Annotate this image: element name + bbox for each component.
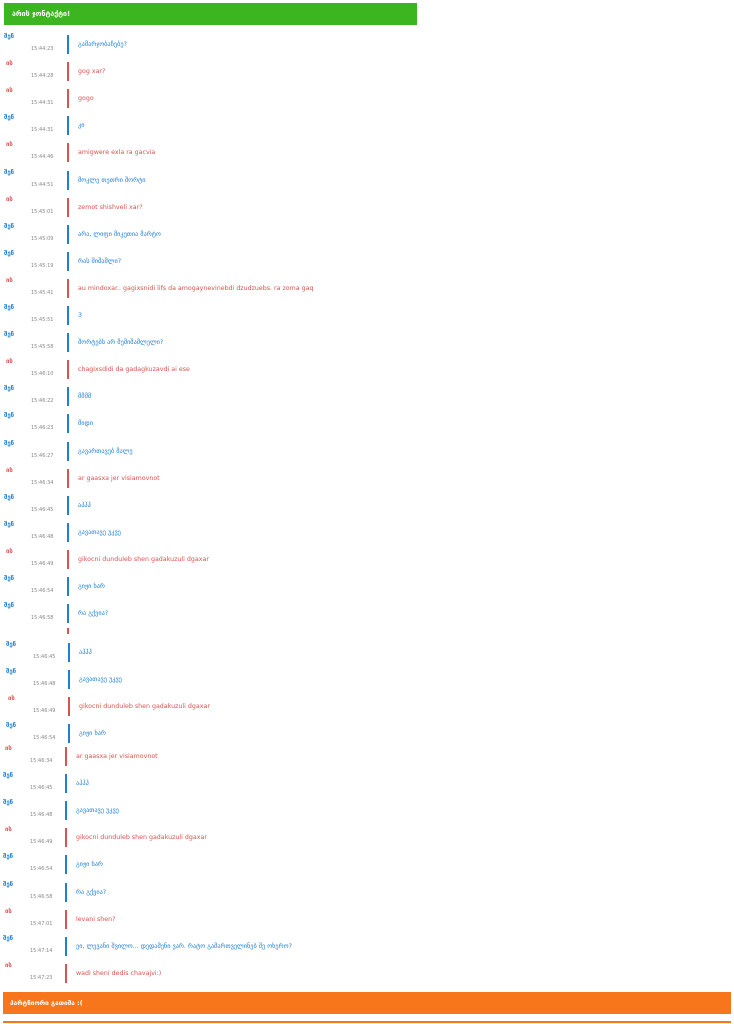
chat-message-row bbox=[0, 111, 734, 138]
sender-color-bar bbox=[67, 442, 69, 461]
sender-label: შენ bbox=[4, 249, 15, 257]
sender-color-bar bbox=[68, 643, 70, 662]
sender-label: ის bbox=[6, 358, 13, 366]
sender-color-bar bbox=[67, 252, 69, 271]
message-timestamp: 15:46:54 bbox=[30, 866, 53, 873]
message-text: აჰჰჰ bbox=[78, 501, 91, 509]
sender-label: შენ bbox=[4, 114, 15, 122]
chat-message-row bbox=[0, 518, 734, 545]
sender-label: ის bbox=[6, 195, 13, 203]
sender-color-bar bbox=[67, 387, 69, 406]
sender-color-bar bbox=[67, 225, 69, 244]
chat-message-row bbox=[0, 545, 734, 572]
message-timestamp: 15:44:28 bbox=[31, 73, 54, 80]
sender-color-bar bbox=[67, 604, 69, 623]
sender-label: ის bbox=[5, 745, 12, 752]
message-text: gikocni dunduleb shen gadakuzuli dgaxar bbox=[79, 703, 210, 711]
chat-message-row bbox=[0, 823, 734, 850]
message-timestamp: 15:46:54 bbox=[31, 588, 54, 594]
chat-message-row bbox=[0, 769, 734, 796]
chat-message-row bbox=[0, 491, 734, 518]
chat-message-row bbox=[0, 905, 734, 932]
chat-message-row bbox=[0, 247, 734, 274]
message-timestamp: 15:44:46 bbox=[31, 154, 54, 161]
sender-color-bar bbox=[67, 577, 69, 596]
sender-color-bar bbox=[65, 883, 67, 902]
message-timestamp: 15:46:58 bbox=[31, 615, 54, 622]
sender-color-bar bbox=[68, 697, 70, 716]
chat-message-row bbox=[0, 57, 734, 84]
sender-color-bar bbox=[67, 143, 69, 162]
sender-label: ის bbox=[8, 695, 15, 703]
sender-label: ის bbox=[6, 60, 13, 68]
message-timestamp: 15:46:48 bbox=[30, 812, 53, 819]
sender-color-bar bbox=[65, 910, 67, 929]
message-timestamp: 15:46:48 bbox=[33, 681, 56, 688]
message-timestamp: 15:45:01 bbox=[31, 208, 54, 215]
message-text: au mindoxar.. gagixsnidi lifs da amogaynevinebdi dzudzuebs. ra zoma gaq bbox=[78, 284, 314, 292]
chat-message-row bbox=[0, 328, 734, 355]
message-timestamp: 15:46:49 bbox=[30, 839, 53, 846]
sender-color-bar bbox=[67, 469, 69, 488]
message-text: მოკლე თეთრი შორტი bbox=[78, 176, 146, 184]
chat-message-row bbox=[0, 878, 734, 905]
sender-label: შენ bbox=[4, 304, 15, 311]
sender-label: ის bbox=[5, 907, 12, 915]
chat-message-row bbox=[0, 850, 734, 877]
message-timestamp: 15:46:49 bbox=[31, 560, 54, 567]
message-text: გიჟი ხარ bbox=[76, 861, 103, 869]
sender-label: შენ bbox=[4, 493, 15, 501]
sender-color-bar bbox=[67, 360, 69, 379]
sender-label: შენ bbox=[4, 33, 15, 40]
message-text: gog xar? bbox=[78, 68, 106, 76]
message-text: გიჟი ხარ bbox=[79, 730, 106, 738]
chat-message-row bbox=[0, 959, 734, 986]
message-text: არა, ლიფი მიკეთია მარტო bbox=[78, 230, 161, 238]
message-timestamp: 15:46:54 bbox=[33, 735, 56, 742]
sender-label: შენ bbox=[3, 772, 14, 780]
message-timestamp: 15:46:34 bbox=[31, 479, 54, 486]
message-text: შორტებს არ მეშიშამლელი? bbox=[78, 339, 164, 347]
message-timestamp: 15:45:19 bbox=[31, 262, 54, 269]
status-header bbox=[4, 3, 417, 25]
chat-message-row bbox=[0, 599, 734, 626]
sender-color-bar bbox=[67, 171, 69, 190]
sender-label: შენ bbox=[4, 520, 15, 528]
message-text: რას შიშამლი? bbox=[78, 257, 122, 265]
sender-color-bar bbox=[67, 496, 69, 515]
message-timestamp: 15:46:58 bbox=[30, 893, 53, 900]
sender-color-bar bbox=[67, 279, 69, 298]
sender-label: შენ bbox=[4, 602, 15, 610]
message-timestamp: 15:46:48 bbox=[31, 533, 54, 540]
message-timestamp: 15:47:14 bbox=[30, 947, 53, 954]
message-timestamp: 15:45:09 bbox=[31, 235, 54, 242]
sender-label: შენ bbox=[4, 575, 15, 582]
segment-divider bbox=[67, 628, 69, 634]
sender-color-bar bbox=[68, 670, 70, 689]
message-timestamp: 15:46:34 bbox=[30, 758, 53, 764]
message-text: აჰჰჰ bbox=[76, 780, 89, 788]
message-text: zemot shishveli xar? bbox=[78, 203, 143, 211]
sender-color-bar bbox=[65, 747, 67, 766]
message-timestamp: 15:45:51 bbox=[31, 317, 54, 323]
sender-label: შენ bbox=[3, 880, 14, 888]
sender-color-bar bbox=[67, 89, 69, 108]
message-timestamp: 15:47:23 bbox=[30, 974, 53, 981]
chat-message-row bbox=[0, 166, 734, 193]
message-timestamp: 15:46:45 bbox=[33, 654, 56, 660]
message-timestamp: 15:46:22 bbox=[31, 398, 54, 405]
message-text: გიჟი ხარ bbox=[78, 583, 105, 590]
footer-divider bbox=[3, 1021, 731, 1023]
sender-label: ის bbox=[5, 961, 12, 969]
message-text: გავათავე უკვე bbox=[79, 676, 122, 684]
disconnect-banner bbox=[3, 992, 731, 1014]
sender-label: ის bbox=[6, 141, 13, 149]
sender-color-bar bbox=[65, 774, 67, 793]
chat-message-row bbox=[0, 274, 734, 301]
sender-label: შენ bbox=[4, 412, 15, 420]
message-text: levani shen? bbox=[76, 915, 116, 923]
sender-label: შენ bbox=[4, 439, 15, 447]
sender-label: შენ bbox=[4, 222, 15, 230]
sender-label: შენ bbox=[3, 853, 14, 861]
message-text: კი bbox=[78, 122, 85, 130]
message-text: gikocni dunduleb shen gadakuzuli dgaxar bbox=[78, 555, 209, 563]
chat-message-row bbox=[0, 692, 734, 719]
message-timestamp: 15:46:45 bbox=[31, 506, 54, 513]
sender-label: შენ bbox=[6, 641, 17, 648]
message-timestamp: 15:44:51 bbox=[31, 181, 54, 188]
message-timestamp: 15:46:27 bbox=[31, 452, 54, 459]
sender-label: შენ bbox=[6, 722, 17, 730]
message-text: გავათავე უკვე bbox=[76, 807, 119, 815]
sender-color-bar bbox=[67, 414, 69, 433]
sender-label: შენ bbox=[4, 168, 15, 176]
chat-message-row bbox=[0, 572, 734, 599]
message-timestamp: 15:46:10 bbox=[31, 371, 54, 378]
sender-color-bar bbox=[67, 35, 69, 54]
message-text: რა გქვია? bbox=[78, 610, 109, 618]
message-timestamp: 15:47:01 bbox=[30, 920, 53, 927]
chat-message-row bbox=[0, 193, 734, 220]
sender-label: შენ bbox=[3, 934, 14, 942]
message-timestamp: 15:46:49 bbox=[33, 708, 56, 715]
chat-message-row bbox=[0, 138, 734, 165]
sender-color-bar bbox=[65, 964, 67, 983]
chat-message-row bbox=[0, 638, 734, 665]
sender-color-bar bbox=[67, 198, 69, 217]
sender-label: შენ bbox=[6, 668, 17, 676]
sender-color-bar bbox=[67, 116, 69, 135]
sender-color-bar bbox=[68, 724, 70, 743]
message-timestamp: 15:44:23 bbox=[31, 46, 54, 52]
chat-message-row bbox=[0, 665, 734, 692]
sender-color-bar bbox=[65, 855, 67, 874]
chat-message-row bbox=[0, 220, 734, 247]
sender-color-bar bbox=[65, 937, 67, 956]
sender-color-bar bbox=[67, 333, 69, 352]
message-timestamp: 15:46:45 bbox=[30, 785, 53, 792]
sender-color-bar bbox=[65, 801, 67, 820]
chat-message-row bbox=[0, 409, 734, 436]
sender-label: ის bbox=[6, 87, 13, 95]
message-timestamp: 15:45:58 bbox=[31, 344, 54, 351]
chat-message-row bbox=[0, 382, 734, 409]
status-header-title: არის ჯონტაქტი! bbox=[12, 10, 71, 18]
message-text: wadi sheni dedis chavajvi:) bbox=[76, 969, 162, 977]
message-timestamp: 15:46:23 bbox=[31, 425, 54, 432]
message-timestamp: 15:44:31 bbox=[31, 100, 54, 107]
sender-label: შენ bbox=[4, 331, 15, 339]
chat-message-row bbox=[0, 301, 734, 328]
message-text: ar gaasxa jer visiamovnot bbox=[76, 753, 158, 760]
sender-color-bar bbox=[67, 550, 69, 569]
message-text: მიდი bbox=[78, 420, 93, 428]
message-text: gogo bbox=[78, 95, 94, 103]
message-text: chagixsdidi da gadagkuzavdi ai ese bbox=[78, 366, 190, 374]
message-text: რა გქვია? bbox=[76, 888, 107, 896]
sender-color-bar bbox=[65, 828, 67, 847]
disconnect-banner-text: პარტნიორი გათიშა :( bbox=[10, 999, 83, 1007]
message-timestamp: 15:44:31 bbox=[31, 127, 54, 134]
message-text: gikocni dunduleb shen gadakuzuli dgaxar bbox=[76, 834, 207, 842]
chat-message-row bbox=[0, 742, 734, 769]
message-text: გამარჯობაჩებე? bbox=[78, 41, 127, 48]
message-text: ar gaasxa jer visiamovnot bbox=[78, 474, 160, 482]
chat-message-row bbox=[0, 464, 734, 491]
sender-label: ის bbox=[6, 466, 13, 474]
chat-message-row bbox=[0, 796, 734, 823]
message-text: აჰჰჰ bbox=[79, 649, 92, 656]
sender-label: ის bbox=[5, 826, 12, 834]
chat-message-row bbox=[0, 355, 734, 382]
message-timestamp: 15:45:41 bbox=[31, 289, 54, 296]
sender-label: ის bbox=[6, 276, 13, 284]
chat-message-row bbox=[0, 30, 734, 57]
chat-message-row bbox=[0, 84, 734, 111]
sender-color-bar bbox=[67, 523, 69, 542]
sender-color-bar bbox=[67, 306, 69, 325]
sender-label: შენ bbox=[3, 799, 14, 807]
message-text: გავათავე უკვე bbox=[78, 528, 121, 536]
message-text: გავართავებ მალე bbox=[78, 447, 133, 455]
chat-message-row bbox=[0, 437, 734, 464]
message-text: amigwere exla ra gacvia bbox=[78, 149, 156, 157]
sender-label: ის bbox=[6, 547, 13, 555]
chat-message-row bbox=[0, 932, 734, 959]
message-text: მმმმ bbox=[78, 393, 92, 401]
sender-label: შენ bbox=[4, 385, 15, 393]
message-text: 3 bbox=[78, 312, 83, 319]
message-text: ეი, ლევანი შვილო... დედამენი ვარ. რატო გამართველინებ შე ოხერო? bbox=[76, 942, 292, 950]
sender-color-bar bbox=[67, 62, 69, 81]
